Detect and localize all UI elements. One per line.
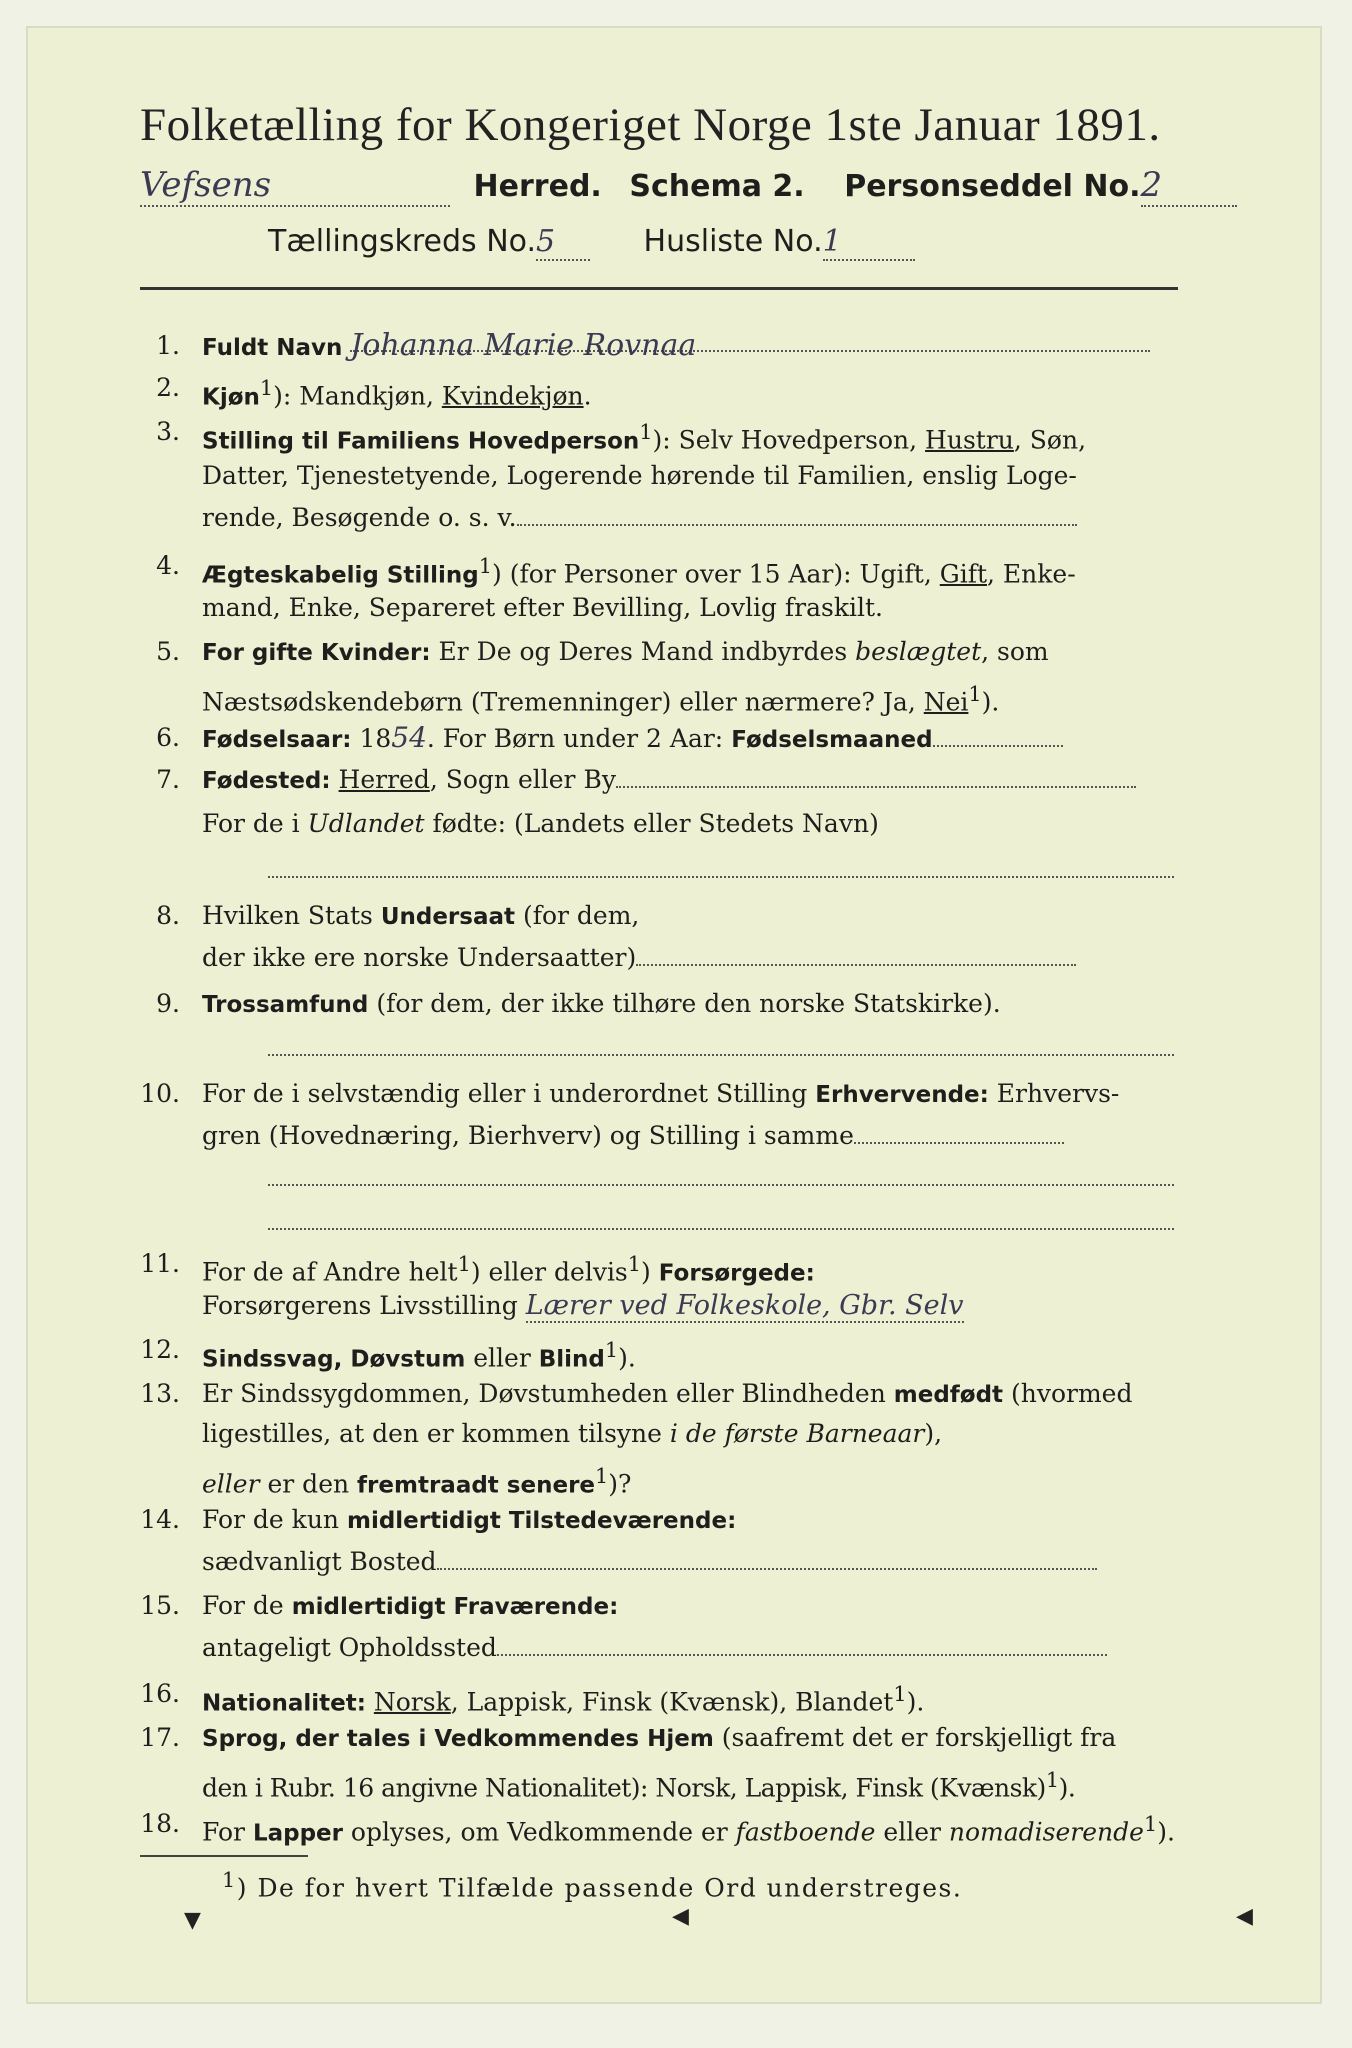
page-title: Folketælling for Kongeriget Norge 1ste Januar 1891. bbox=[140, 99, 1161, 151]
item-text: er den bbox=[259, 1469, 358, 1499]
selected-option: Kvindekjøn bbox=[441, 381, 584, 411]
footnote-marker: 1 bbox=[893, 1682, 907, 1706]
footnote-marker: 1 bbox=[968, 682, 982, 706]
item-text: oplyses, om Vedkommende er bbox=[342, 1817, 736, 1847]
answer-blank bbox=[268, 876, 1174, 878]
item-label: Forsørgede: bbox=[658, 1260, 815, 1287]
item-text: ): Mandkjøn, bbox=[273, 381, 442, 411]
item-text: gren (Hovednæring, Bierhverv) og Stilling i samme bbox=[202, 1121, 854, 1150]
birth-year-value: 54 bbox=[391, 721, 427, 754]
item-text: mand, Enke, Separeret efter Bevilling, Lovlig fraskilt. bbox=[202, 593, 883, 622]
item-label: Sprog, der tales i Vedkommendes Hjem bbox=[202, 1726, 714, 1752]
item-label: Fuldt Navn bbox=[202, 335, 343, 361]
item-number: 17. bbox=[140, 1723, 180, 1752]
selected-option: Hustru bbox=[925, 425, 1014, 455]
item-label: Stilling til Familiens Hovedperson bbox=[202, 428, 640, 455]
item-text: , Søn, bbox=[1013, 425, 1087, 455]
answer-blank bbox=[497, 1630, 1107, 1656]
item-number: 13. bbox=[140, 1379, 180, 1408]
item-text: , Enke- bbox=[987, 559, 1076, 589]
item-text: ). bbox=[906, 1687, 925, 1717]
item-text: (for dem, der ikke tilhøre den norske Statskirke). bbox=[368, 989, 1001, 1018]
item-text: (for dem, bbox=[515, 901, 640, 930]
item-text: eller bbox=[875, 1817, 949, 1847]
item-text: For de kun bbox=[202, 1505, 347, 1534]
item-text: )? bbox=[608, 1469, 632, 1499]
footnote-text: ) De for hvert Tilfælde passende Ord understreges. bbox=[236, 1873, 963, 1903]
item-text: nomadiserende bbox=[948, 1817, 1144, 1847]
taellingskreds-label: Tællingskreds No. bbox=[268, 224, 536, 259]
fold-mark-icon: ▼ bbox=[184, 1908, 201, 1933]
footnote-marker: 1 bbox=[222, 1868, 237, 1892]
footnote-marker: 1 bbox=[457, 1252, 471, 1276]
item-text: antageligt Opholdssted bbox=[202, 1633, 497, 1662]
footnote-marker: 1 bbox=[1143, 1812, 1158, 1836]
item-label: midlertidigt Tilstedeværende: bbox=[346, 1508, 737, 1534]
item-label: Undersaat bbox=[380, 904, 515, 930]
answer-blank bbox=[437, 1544, 1097, 1570]
item-number: 16. bbox=[140, 1679, 180, 1708]
item-text: ). bbox=[618, 1343, 636, 1373]
item-label: Fødselsmaaned bbox=[731, 727, 933, 753]
item-text: rende, Besøgende o. s. v. bbox=[202, 503, 517, 532]
item-label: midlertidigt Fraværende: bbox=[291, 1594, 619, 1620]
item-number: 6. bbox=[156, 723, 180, 752]
answer-blank bbox=[517, 500, 1077, 526]
item-text: Er Sindssygdommen, Døvstumheden eller Blindheden bbox=[202, 1379, 894, 1408]
item-text: eller bbox=[202, 1469, 260, 1499]
header-rule bbox=[140, 287, 1178, 290]
answer-blank bbox=[933, 721, 1063, 747]
footnote-marker: 1 bbox=[1045, 1768, 1059, 1792]
item-text: ligestilles, at den er kommen tilsyne bbox=[202, 1419, 670, 1448]
schema-label: Schema 2. bbox=[629, 169, 805, 204]
item-text: , som bbox=[981, 637, 1049, 666]
item-label: medfødt bbox=[893, 1382, 1004, 1408]
footnote-marker: 1 bbox=[604, 1338, 619, 1362]
item-text: For de i bbox=[202, 809, 308, 838]
item-text: ). bbox=[981, 687, 1000, 717]
item-text: Er De og Deres Mand indbyrdes bbox=[430, 637, 856, 666]
item-number: 10. bbox=[140, 1079, 180, 1108]
personseddel-value: 2 bbox=[1141, 165, 1237, 207]
item-text: Udlandet bbox=[307, 809, 425, 838]
taellingskreds-value: 5 bbox=[536, 224, 590, 261]
item-text: beslægtet bbox=[855, 637, 982, 666]
husliste-value: 1 bbox=[823, 224, 915, 261]
selected-option: Norsk bbox=[373, 1687, 451, 1717]
answer-blank bbox=[268, 1184, 1174, 1186]
personseddel-label: Personseddel No. bbox=[844, 169, 1141, 204]
item-text: For de i selvstændig eller i underordnet Stilling bbox=[202, 1079, 816, 1108]
item-number: 11. bbox=[140, 1249, 180, 1278]
footnote-marker: 1 bbox=[627, 1252, 642, 1276]
item-text: Hvilken Stats bbox=[202, 901, 381, 930]
item-text: den i Rubr. 16 angivne Nationalitet): Norsk, Lappisk, Finsk (Kvænsk) bbox=[202, 1773, 1046, 1803]
selected-option: Gift bbox=[939, 559, 987, 589]
item-text: For bbox=[202, 1817, 253, 1847]
item-text: (hvormed bbox=[1003, 1379, 1133, 1408]
answer-blank bbox=[616, 762, 1136, 788]
taellingskreds-line bbox=[268, 224, 1068, 274]
answer-blank bbox=[268, 1054, 1174, 1056]
item-number: 8. bbox=[156, 901, 180, 930]
item-text: For de bbox=[202, 1591, 292, 1620]
provider-occupation-value: Lærer ved Folkeskole, Gbr. Selv bbox=[525, 1290, 964, 1321]
item-label: Nationalitet: bbox=[202, 1690, 366, 1717]
item-text: , Lappisk, Finsk (Kvænsk), Blandet bbox=[450, 1687, 894, 1717]
item-text: ). bbox=[1157, 1817, 1175, 1847]
item-text: ) (for Personer over 15 Aar): Ugift, bbox=[492, 559, 940, 589]
item-text: der ikke ere norske Undersaatter) bbox=[202, 943, 637, 972]
item-text: Datter, Tjenestetyende, Logerende hørende til Familien, enslig Loge- bbox=[202, 461, 1077, 490]
item-text: Erhvervs- bbox=[988, 1079, 1120, 1108]
item-number: 9. bbox=[156, 989, 180, 1018]
item-number: 12. bbox=[140, 1335, 180, 1364]
item-number: 1. bbox=[156, 331, 180, 360]
item-label: Blind bbox=[538, 1346, 605, 1373]
item-label: Fødselsaar: bbox=[202, 727, 352, 753]
footnote-marker: 1 bbox=[595, 1464, 609, 1488]
item-text: ): Selv Hovedperson, bbox=[652, 425, 926, 455]
item-label: Kjøn bbox=[202, 384, 260, 411]
answer-blank bbox=[636, 940, 1076, 966]
footnote-marker: 1 bbox=[478, 554, 493, 578]
item-number: 14. bbox=[140, 1505, 180, 1534]
footnote bbox=[222, 1868, 962, 1902]
item-text: ). bbox=[1058, 1773, 1076, 1803]
item-number: 18. bbox=[140, 1809, 180, 1838]
item-text: For de af Andre helt bbox=[202, 1257, 458, 1287]
item-text: ) eller delvis bbox=[470, 1257, 628, 1287]
item-label: Fødested: bbox=[202, 768, 331, 794]
item-number: 7. bbox=[156, 765, 180, 794]
item-text: , Sogn eller By bbox=[429, 765, 616, 794]
item-text: ), bbox=[924, 1419, 943, 1448]
herred-value: Vefsens bbox=[140, 165, 450, 207]
item-number: 3. bbox=[156, 417, 180, 446]
item-number: 5. bbox=[156, 637, 180, 666]
item-text: ) bbox=[641, 1257, 659, 1287]
item-text: (saafremt det er forskjelligt fra bbox=[713, 1723, 1117, 1752]
item-number: 15. bbox=[140, 1591, 180, 1620]
footnote-marker: 1 bbox=[639, 420, 653, 444]
fold-mark-icon: ◀ bbox=[672, 1904, 689, 1929]
item-label: For gifte Kvinder: bbox=[202, 640, 431, 666]
husliste-label: Husliste No. bbox=[643, 224, 823, 259]
item-label: Erhvervende: bbox=[815, 1082, 989, 1108]
item-text: fastboende bbox=[735, 1817, 876, 1847]
fold-mark-icon: ◀ bbox=[1236, 1904, 1253, 1929]
selected-option: Herred bbox=[338, 765, 430, 794]
item-number: 4. bbox=[156, 551, 180, 580]
item-text: 18 bbox=[351, 724, 392, 753]
item-label: Trossamfund bbox=[202, 992, 369, 1018]
item-text: . bbox=[583, 381, 592, 411]
item-text: sædvanligt Bosted bbox=[202, 1547, 437, 1576]
herred-line bbox=[140, 165, 1180, 215]
item-text: Forsørgerens Livsstilling bbox=[202, 1291, 518, 1320]
item-text: i de første Barneaar bbox=[669, 1419, 925, 1448]
answer-blank bbox=[268, 1228, 1174, 1230]
full-name-value: Johanna Marie Rovnaa bbox=[350, 326, 1150, 352]
answer-blank bbox=[854, 1118, 1064, 1144]
item-label: Sindssvag, Døvstum bbox=[202, 1346, 466, 1373]
item-label: fremtraadt senere bbox=[357, 1472, 596, 1499]
item-text: fødte: (Landets eller Stedets Navn) bbox=[424, 809, 879, 838]
item-text: eller bbox=[465, 1343, 539, 1373]
selected-option: Nei bbox=[923, 687, 969, 717]
footnote-marker: 1 bbox=[259, 376, 274, 400]
herred-label: Herred. bbox=[473, 169, 602, 204]
item-label: Ægteskabelig Stilling bbox=[202, 562, 479, 589]
item-text: Næstsødskendebørn (Tremenninger) eller nærmere? Ja, bbox=[202, 687, 924, 717]
item-label: Lapper bbox=[252, 1820, 343, 1847]
item-number: 2. bbox=[156, 373, 180, 402]
item-text: . For Børn under 2 Aar: bbox=[426, 724, 732, 753]
footnote-rule bbox=[140, 1855, 308, 1857]
